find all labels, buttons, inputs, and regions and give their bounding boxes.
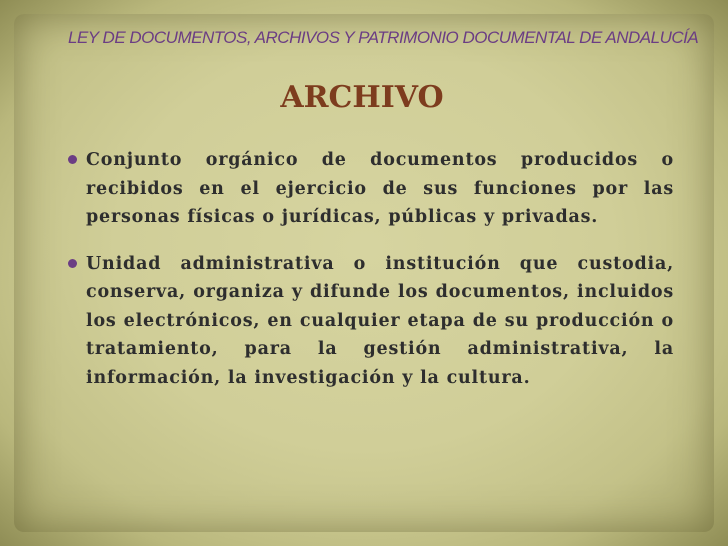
bullet-icon	[68, 259, 78, 269]
slide-header: LEY DE DOCUMENTOS, ARCHIVOS Y PATRIMONIO DOCUMENTAL DE ANDALUCÍA	[68, 28, 699, 47]
bullet-item	[68, 146, 674, 232]
slide-title-text: ARCHIVO	[280, 80, 444, 115]
bullet-text: Unidad administrativa o institución que custodia, conserva, organiza y difunde los documentos, incluidos los electrónicos, en cualquier etapa de su producción o tratamiento, para la gestión administrativa, la información, la investigación y la cultura.	[86, 253, 674, 388]
bullet-item	[68, 250, 674, 393]
bullet-text: Conjunto orgánico de documentos producidos o recibidos en el ejercicio de sus funciones por las personas físicas o jurídicas, públicas y privadas.	[86, 150, 674, 227]
bullet-list	[68, 146, 674, 410]
slide-title	[0, 80, 728, 115]
bullet-icon	[68, 155, 78, 165]
